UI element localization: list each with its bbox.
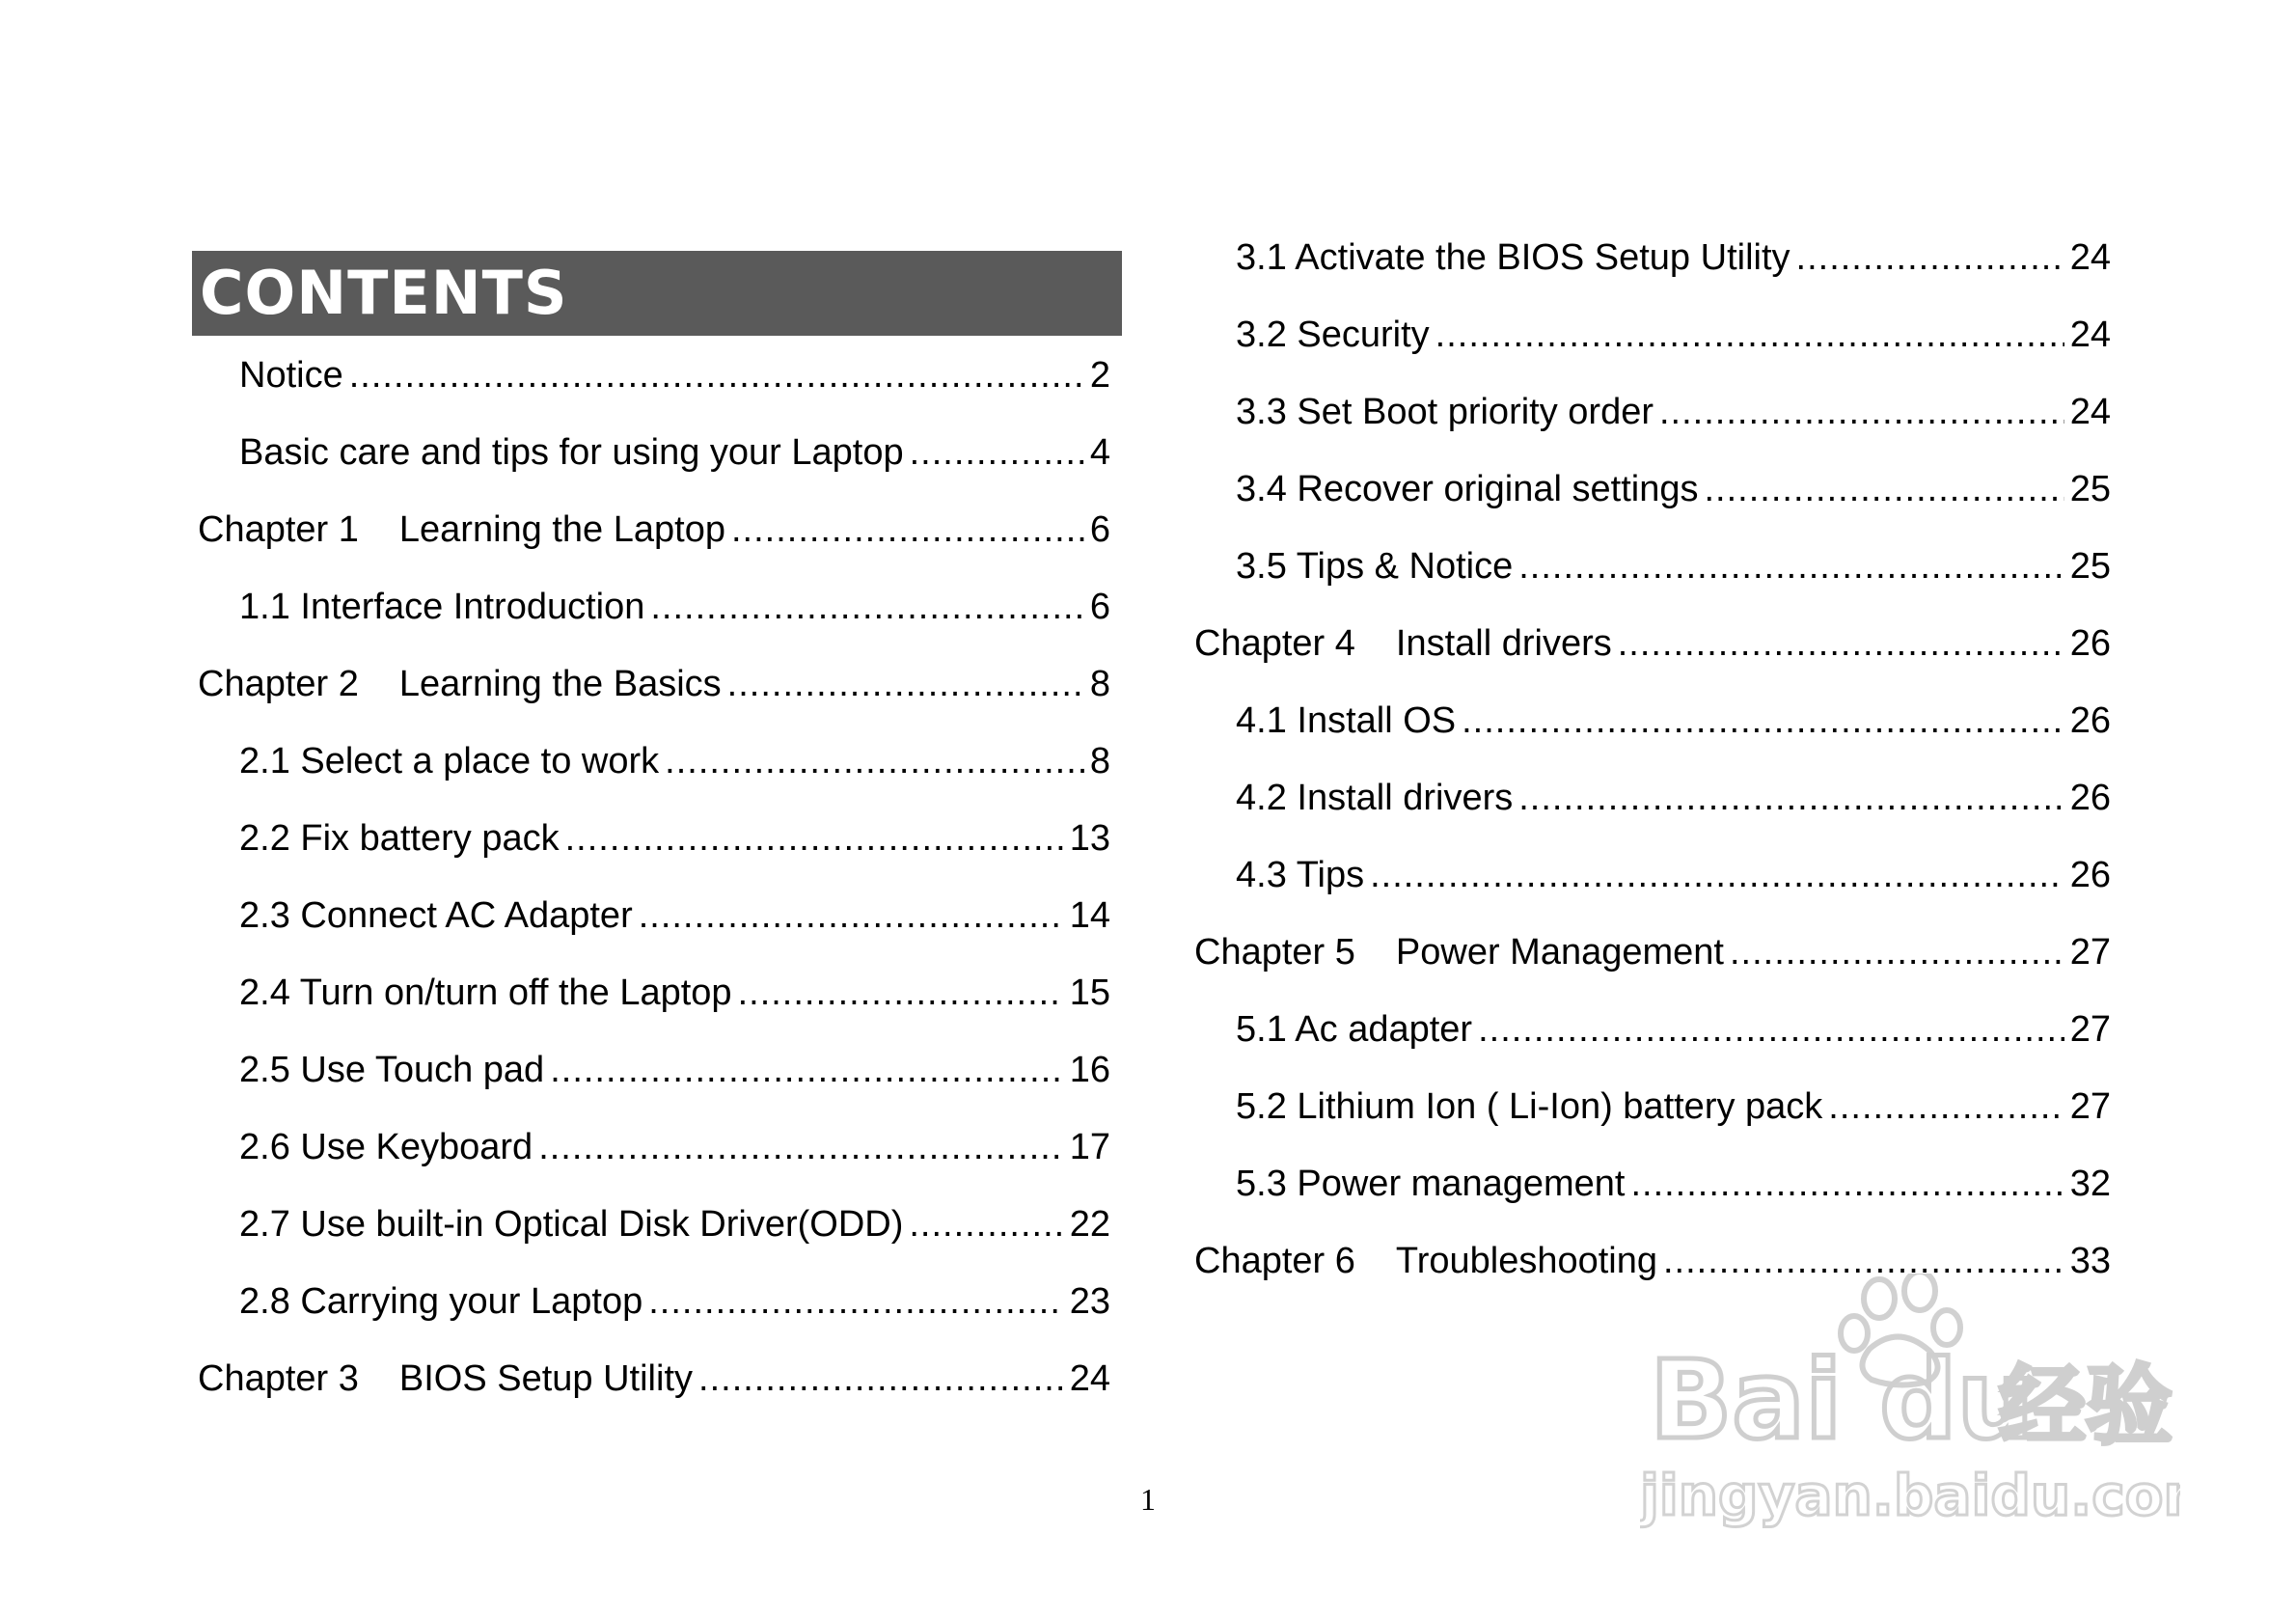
toc-entry-label [1194, 932, 1724, 973]
toc-chapter-title: Power Management [1395, 931, 1724, 973]
page-title: CONTENTS [200, 258, 568, 328]
toc-section-entry [1194, 219, 2111, 296]
toc-left-column [198, 337, 1110, 1417]
toc-page-number: 4 [1089, 431, 1110, 473]
toc-chapter-title: Install drivers [1395, 622, 1612, 664]
toc-chapter-number: Chapter 3 [198, 1357, 359, 1399]
toc-section-entry [198, 800, 1110, 877]
toc-dot-leader [698, 1358, 1064, 1400]
toc-chapter-number: Chapter 4 [1194, 622, 1355, 664]
baidu-paw-icon [1640, 1274, 2180, 1534]
toc-dot-leader [1630, 1164, 2064, 1205]
toc-entry-label: 3.1 Activate the BIOS Setup Utility [1236, 236, 1790, 278]
toc-dot-leader [550, 1050, 1064, 1091]
toc-entry-label: 5.2 Lithium Ion ( Li-Ion) battery pack [1236, 1085, 1823, 1127]
toc-page-number: 26 [2069, 777, 2111, 818]
toc-section-entry [198, 1031, 1110, 1109]
toc-entry-label: 3.3 Set Boot priority order [1236, 391, 1654, 432]
toc-page-number: 6 [1089, 508, 1110, 550]
toc-dot-leader [565, 818, 1064, 860]
toc-entry-label: Notice [239, 354, 343, 396]
toc-chapter-title: BIOS Setup Utility [398, 1357, 694, 1399]
toc-chapter-title: Troubleshooting [1395, 1240, 1657, 1281]
toc-chapter-entry [198, 1340, 1110, 1417]
toc-dot-leader [1518, 778, 2064, 819]
watermark-cn: 经验 [1999, 1356, 2173, 1457]
toc-dot-leader [538, 1127, 1064, 1168]
toc-section-entry [1194, 759, 2111, 836]
toc-dot-leader [909, 1204, 1063, 1246]
toc-section-entry [1194, 836, 2111, 914]
toc-entry-label: 2.8 Carrying your Laptop [239, 1280, 643, 1322]
toc-page-number: 26 [2069, 699, 2111, 741]
toc-page-number: 6 [1089, 586, 1110, 627]
toc-section-entry [1194, 451, 2111, 528]
baidu-watermark [1640, 1274, 2180, 1534]
toc-section-entry [1194, 1068, 2111, 1145]
toc-dot-leader [1796, 237, 2064, 279]
toc-dot-leader [1704, 469, 2064, 510]
toc-dot-leader [650, 587, 1083, 628]
toc-entry-label: 2.4 Turn on/turn off the Laptop [239, 972, 732, 1013]
toc-chapter-number: Chapter 6 [1194, 1240, 1355, 1281]
toc-entry-label: 4.3 Tips [1236, 854, 1365, 895]
toc-page-number: 27 [2069, 1008, 2111, 1050]
toc-chapter-entry [1194, 605, 2111, 682]
toc-section-entry [1194, 373, 2111, 451]
toc-page-number: 25 [2069, 468, 2111, 509]
toc-section-entry [198, 1186, 1110, 1263]
toc-dot-leader [1370, 855, 2064, 896]
toc-page-number: 32 [2069, 1163, 2111, 1204]
toc-chapter-entry [198, 645, 1110, 723]
toc-section-entry [198, 414, 1110, 491]
toc-dot-leader [665, 741, 1084, 782]
toc-dot-leader [731, 509, 1084, 551]
toc-dot-leader [1478, 1009, 2064, 1051]
toc-page-number: 24 [2069, 236, 2111, 278]
toc-page-number: 2 [1089, 354, 1110, 396]
toc-section-entry [198, 1263, 1110, 1340]
toc-dot-leader [639, 895, 1064, 937]
toc-page-number: 25 [2069, 545, 2111, 587]
toc-page-number: 33 [2069, 1240, 2111, 1281]
toc-dot-leader [1435, 315, 2064, 356]
watermark-url: jingyan.baidu.com [1640, 1463, 2180, 1528]
toc-entry-label [198, 1358, 693, 1400]
toc-dot-leader [648, 1281, 1063, 1323]
toc-dot-leader [738, 973, 1064, 1014]
toc-entry-label: 4.2 Install drivers [1236, 777, 1514, 818]
page-number: 1 [1140, 1482, 1156, 1517]
toc-entry-label: 2.1 Select a place to work [239, 740, 660, 781]
toc-entry-label: 2.7 Use built-in Optical Disk Driver(ODD) [239, 1203, 904, 1245]
toc-section-entry [198, 1109, 1110, 1186]
toc-entry-label [1194, 623, 1612, 665]
toc-chapter-number: Chapter 1 [198, 508, 359, 550]
toc-entry-label: 1.1 Interface Introduction [239, 586, 645, 627]
toc-section-entry [198, 877, 1110, 954]
toc-chapter-entry [198, 491, 1110, 568]
toc-section-entry [198, 723, 1110, 800]
toc-entry-label: 2.6 Use Keyboard [239, 1126, 533, 1167]
toc-chapter-entry [1194, 914, 2111, 991]
toc-page-number: 13 [1069, 817, 1110, 859]
toc-section-entry [198, 337, 1110, 414]
toc-entry-label: 3.5 Tips & Notice [1236, 545, 1514, 587]
toc-page-number: 17 [1069, 1126, 1110, 1167]
toc-entry-label: 5.1 Ac adapter [1236, 1008, 1473, 1050]
toc-page-number: 24 [2069, 391, 2111, 432]
toc-page-number: 26 [2069, 622, 2111, 664]
toc-dot-leader [1730, 932, 2064, 973]
toc-entry-label: 4.1 Install OS [1236, 699, 1457, 741]
toc-chapter-number: Chapter 5 [1194, 931, 1355, 973]
toc-entry-label: 2.2 Fix battery pack [239, 817, 560, 859]
toc-chapter-number: Chapter 2 [198, 663, 359, 704]
toc-dot-leader [1518, 546, 2064, 588]
toc-page-number: 26 [2069, 854, 2111, 895]
toc-section-entry [198, 954, 1110, 1031]
toc-page-number: 27 [2069, 931, 2111, 973]
toc-section-entry [198, 568, 1110, 645]
toc-entry-label: Basic care and tips for using your Laptop [239, 431, 904, 473]
toc-dot-leader [1659, 392, 2064, 433]
toc-page-number: 27 [2069, 1085, 2111, 1127]
toc-entry-label: 3.4 Recover original settings [1236, 468, 1699, 509]
toc-section-entry [1194, 991, 2111, 1068]
toc-entry-label [198, 509, 725, 551]
toc-page-number: 24 [1069, 1357, 1110, 1399]
toc-entry-label [1194, 1241, 1657, 1282]
toc-page-number: 16 [1069, 1049, 1110, 1090]
contents-banner [192, 251, 1122, 336]
toc-entry-label: 2.5 Use Touch pad [239, 1049, 545, 1090]
toc-page-number: 24 [2069, 314, 2111, 355]
toc-dot-leader [1462, 700, 2064, 742]
toc-dot-leader [727, 664, 1084, 705]
toc-entry-label: 2.3 Connect AC Adapter [239, 894, 633, 936]
toc-page-number: 8 [1089, 740, 1110, 781]
toc-page-number: 22 [1069, 1203, 1110, 1245]
toc-chapter-title: Learning the Basics [398, 663, 722, 704]
toc-dot-leader [1828, 1086, 2064, 1128]
watermark-brand: Bai du [1650, 1338, 2035, 1464]
toc-entry-label: 5.3 Power management [1236, 1163, 1626, 1204]
toc-page-number: 8 [1089, 663, 1110, 704]
toc-dot-leader [349, 355, 1084, 397]
toc-dot-leader [1618, 623, 2064, 665]
toc-entry-label [198, 664, 722, 705]
toc-section-entry [1194, 1145, 2111, 1222]
toc-chapter-title: Learning the Laptop [398, 508, 725, 550]
toc-page-number: 23 [1069, 1280, 1110, 1322]
toc-section-entry [1194, 528, 2111, 605]
toc-section-entry [1194, 682, 2111, 759]
toc-section-entry [1194, 296, 2111, 373]
toc-entry-label: 3.2 Security [1236, 314, 1430, 355]
toc-page-number: 14 [1069, 894, 1110, 936]
toc-dot-leader [910, 432, 1084, 474]
toc-page-number: 15 [1069, 972, 1110, 1013]
toc-right-column [1194, 219, 2111, 1300]
